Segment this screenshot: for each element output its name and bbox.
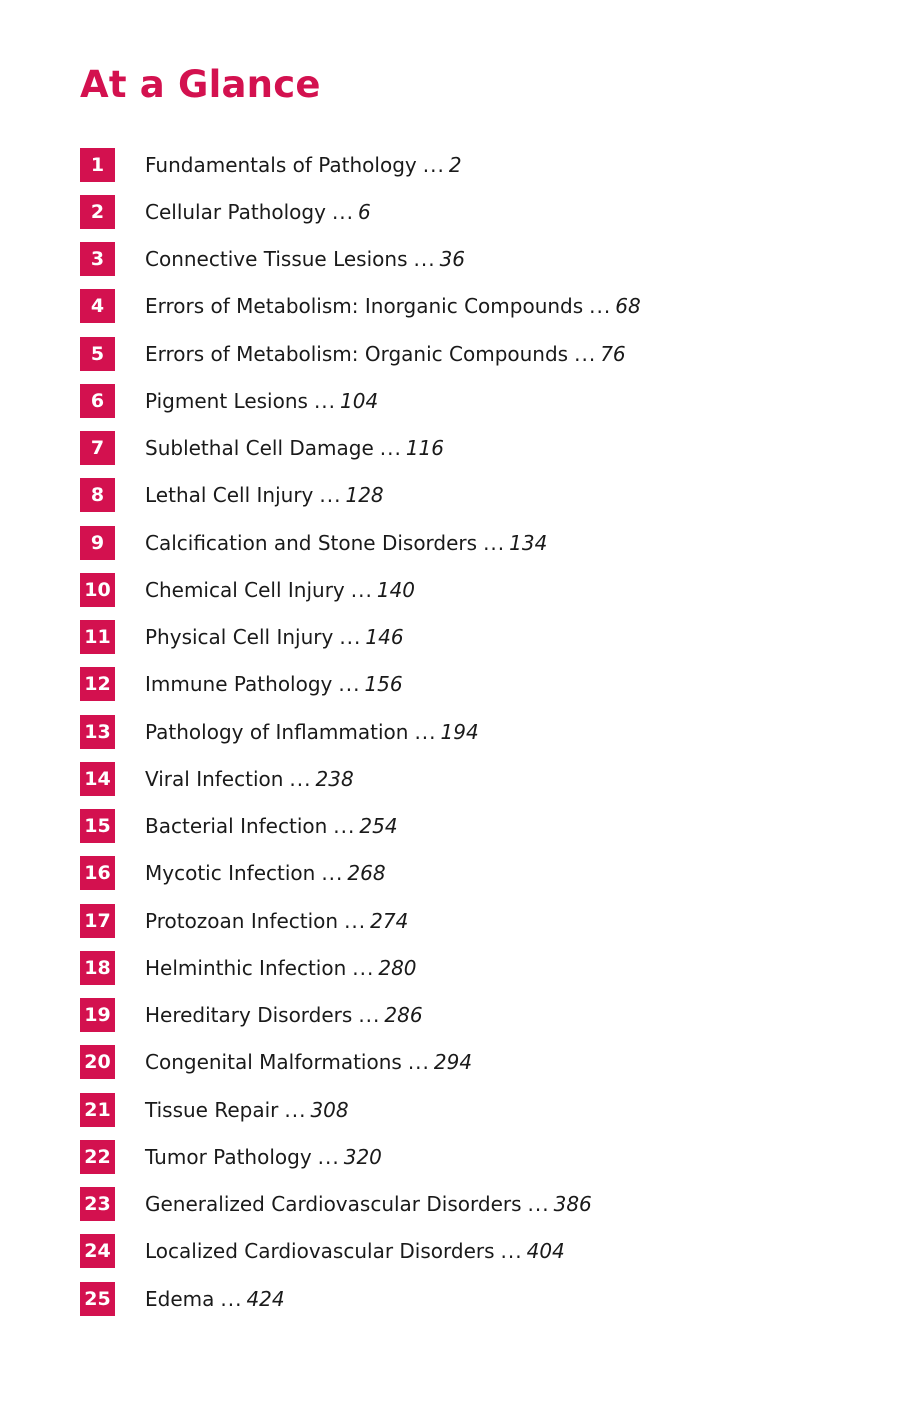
toc-entry[interactable] (80, 330, 860, 377)
toc-entry-text (145, 672, 403, 696)
page-number: 146 (365, 625, 404, 650)
page-number: 104 (340, 388, 379, 413)
toc-entry[interactable] (80, 566, 860, 613)
page-number: 194 (440, 719, 479, 744)
leader-dots: ... (289, 766, 312, 791)
toc-entry[interactable] (80, 519, 860, 566)
chapter-title: Calcification and Stone Disorders (145, 530, 478, 555)
chapter-number-badge: 8 (80, 478, 115, 512)
toc-entry[interactable] (80, 850, 860, 897)
toc-entry-text (145, 342, 626, 366)
toc-entry-text (145, 956, 417, 980)
chapter-title: Lethal Cell Injury (145, 483, 314, 508)
chapter-title: Protozoan Infection (145, 908, 339, 933)
page-number: 274 (370, 908, 409, 933)
chapter-title: Errors of Metabolism: Organic Compounds (145, 341, 569, 366)
toc-entry[interactable] (80, 897, 860, 944)
page-number: 2 (448, 152, 462, 177)
toc-entry-text (145, 389, 378, 413)
leader-dots: ... (339, 625, 362, 650)
chapter-number-badge: 6 (80, 384, 115, 418)
toc-entry[interactable] (80, 425, 860, 472)
leader-dots: ... (317, 1144, 340, 1169)
chapter-title: Immune Pathology (145, 672, 333, 697)
toc-entry-text (145, 625, 404, 649)
chapter-number-badge: 21 (80, 1093, 115, 1127)
chapter-number-badge: 20 (80, 1045, 115, 1079)
chapter-title: Connective Tissue Lesions (145, 247, 408, 272)
toc-entry-text (145, 767, 354, 791)
leader-dots: ... (422, 152, 445, 177)
toc-entry-text (145, 861, 386, 885)
chapter-title: Sublethal Cell Damage (145, 436, 374, 461)
toc-entry[interactable] (80, 803, 860, 850)
toc-entry-text (145, 720, 479, 744)
leader-dots: ... (319, 483, 342, 508)
leader-dots: ... (574, 341, 597, 366)
table-of-contents (80, 141, 860, 1322)
toc-entry[interactable] (80, 1086, 860, 1133)
leader-dots: ... (407, 1050, 430, 1075)
page-number: 140 (376, 577, 416, 602)
leader-dots: ... (414, 719, 437, 744)
toc-entry[interactable] (80, 141, 860, 188)
chapter-title: Edema (145, 1286, 215, 1311)
toc-entry-text (145, 909, 408, 933)
page-number: 424 (246, 1286, 285, 1311)
leader-dots: ... (500, 1239, 523, 1264)
leader-dots: ... (352, 955, 375, 980)
chapter-title: Generalized Cardiovascular Disorders (145, 1192, 522, 1217)
chapter-number-badge: 23 (80, 1187, 115, 1221)
leader-dots: ... (333, 814, 356, 839)
toc-entry-text (145, 578, 415, 602)
toc-entry-text (145, 814, 398, 838)
page-number: 320 (343, 1144, 382, 1169)
page-number: 36 (439, 247, 466, 272)
toc-entry-text (145, 153, 462, 177)
chapter-number-badge: 24 (80, 1234, 115, 1268)
toc-entry-text (145, 1239, 565, 1263)
chapter-number-badge: 3 (80, 242, 115, 276)
leader-dots: ... (344, 908, 367, 933)
chapter-title: Bacterial Infection (145, 814, 328, 839)
chapter-number-badge: 7 (80, 431, 115, 465)
page-number: 254 (359, 814, 398, 839)
chapter-title: Errors of Metabolism: Inorganic Compounds (145, 294, 584, 319)
toc-entry[interactable] (80, 1133, 860, 1180)
leader-dots: ... (338, 672, 361, 697)
chapter-title: Chemical Cell Injury (145, 577, 345, 602)
leader-dots: ... (220, 1286, 243, 1311)
leader-dots: ... (350, 577, 373, 602)
chapter-title: Mycotic Infection (145, 861, 316, 886)
page-number: 156 (364, 672, 403, 697)
chapter-number-badge: 13 (80, 715, 115, 749)
chapter-number-badge: 1 (80, 148, 115, 182)
toc-entry[interactable] (80, 661, 860, 708)
toc-entry[interactable] (80, 1228, 860, 1275)
chapter-title: Hereditary Disorders (145, 1003, 353, 1028)
chapter-number-badge: 16 (80, 856, 115, 890)
leader-dots: ... (284, 1097, 307, 1122)
toc-entry-text (145, 294, 641, 318)
page-number: 280 (378, 955, 417, 980)
page-number: 238 (315, 766, 354, 791)
chapter-number-badge: 15 (80, 809, 115, 843)
chapter-title: Tumor Pathology (145, 1144, 312, 1169)
page-number: 294 (433, 1050, 473, 1075)
leader-dots: ... (313, 388, 337, 413)
leader-dots: ... (483, 530, 506, 555)
chapter-title: Helminthic Infection (145, 955, 347, 980)
chapter-number-badge: 12 (80, 667, 115, 701)
toc-entry-text (145, 1287, 285, 1311)
chapter-number-badge: 14 (80, 762, 115, 796)
chapter-number-badge: 4 (80, 289, 115, 323)
chapter-title: Congenital Malformations (145, 1050, 402, 1075)
page-number: 404 (526, 1239, 565, 1264)
toc-entry[interactable] (80, 236, 860, 283)
chapter-title: Tissue Repair (145, 1097, 279, 1122)
toc-entry[interactable] (80, 283, 860, 330)
chapter-number-badge: 18 (80, 951, 115, 985)
toc-entry[interactable] (80, 755, 860, 802)
leader-dots: ... (321, 861, 344, 886)
toc-entry[interactable] (80, 188, 860, 235)
toc-entry[interactable] (80, 708, 860, 755)
leader-dots: ... (413, 247, 436, 272)
page-number: 128 (345, 483, 384, 508)
toc-entry[interactable] (80, 1275, 860, 1322)
toc-entry[interactable] (80, 1039, 860, 1086)
chapter-number-badge: 22 (80, 1140, 115, 1174)
page-number: 68 (615, 294, 641, 319)
chapter-number-badge: 25 (80, 1282, 115, 1316)
toc-entry[interactable] (80, 377, 860, 424)
page-number: 116 (405, 436, 445, 461)
toc-entry[interactable] (80, 1181, 860, 1228)
toc-entry-text (145, 531, 547, 555)
leader-dots: ... (589, 294, 612, 319)
leader-dots: ... (358, 1003, 381, 1028)
chapter-number-badge: 19 (80, 998, 115, 1032)
toc-entry-text (145, 1192, 592, 1216)
toc-entry-text (145, 436, 444, 460)
chapter-number-badge: 11 (80, 620, 115, 654)
page-number: 308 (310, 1097, 349, 1122)
toc-entry-text (145, 247, 465, 271)
chapter-title: Localized Cardiovascular Disorders (145, 1239, 495, 1264)
chapter-title: Pigment Lesions (145, 388, 308, 413)
chapter-title: Physical Cell Injury (145, 625, 334, 650)
chapter-title: Fundamentals of Pathology (145, 152, 417, 177)
leader-dots: ... (527, 1192, 550, 1217)
leader-dots: ... (379, 436, 402, 461)
chapter-number-badge: 17 (80, 904, 115, 938)
toc-entry[interactable] (80, 614, 860, 661)
page-number: 286 (384, 1003, 423, 1028)
toc-entry-text (145, 1145, 382, 1169)
chapter-number-badge: 5 (80, 337, 115, 371)
toc-entry[interactable] (80, 992, 860, 1039)
chapter-title: Pathology of Inflammation (145, 719, 409, 744)
chapter-title: Viral Infection (145, 766, 284, 791)
toc-entry-text (145, 1050, 472, 1074)
toc-entry-text (145, 483, 384, 507)
page-number: 386 (553, 1192, 592, 1217)
chapter-number-badge: 2 (80, 195, 115, 229)
page-number: 6 (358, 199, 371, 224)
page-number: 268 (347, 861, 386, 886)
chapter-title: Cellular Pathology (145, 199, 326, 224)
leader-dots: ... (331, 199, 355, 224)
page-title: At a Glance (80, 63, 321, 106)
toc-entry[interactable] (80, 472, 860, 519)
toc-entry-text (145, 1003, 423, 1027)
chapter-number-badge: 10 (80, 573, 115, 607)
toc-entry-text (145, 1098, 349, 1122)
page-number: 76 (600, 341, 626, 366)
page-number: 134 (509, 530, 548, 555)
toc-entry[interactable] (80, 944, 860, 991)
toc-entry-text (145, 200, 371, 224)
chapter-number-badge: 9 (80, 526, 115, 560)
